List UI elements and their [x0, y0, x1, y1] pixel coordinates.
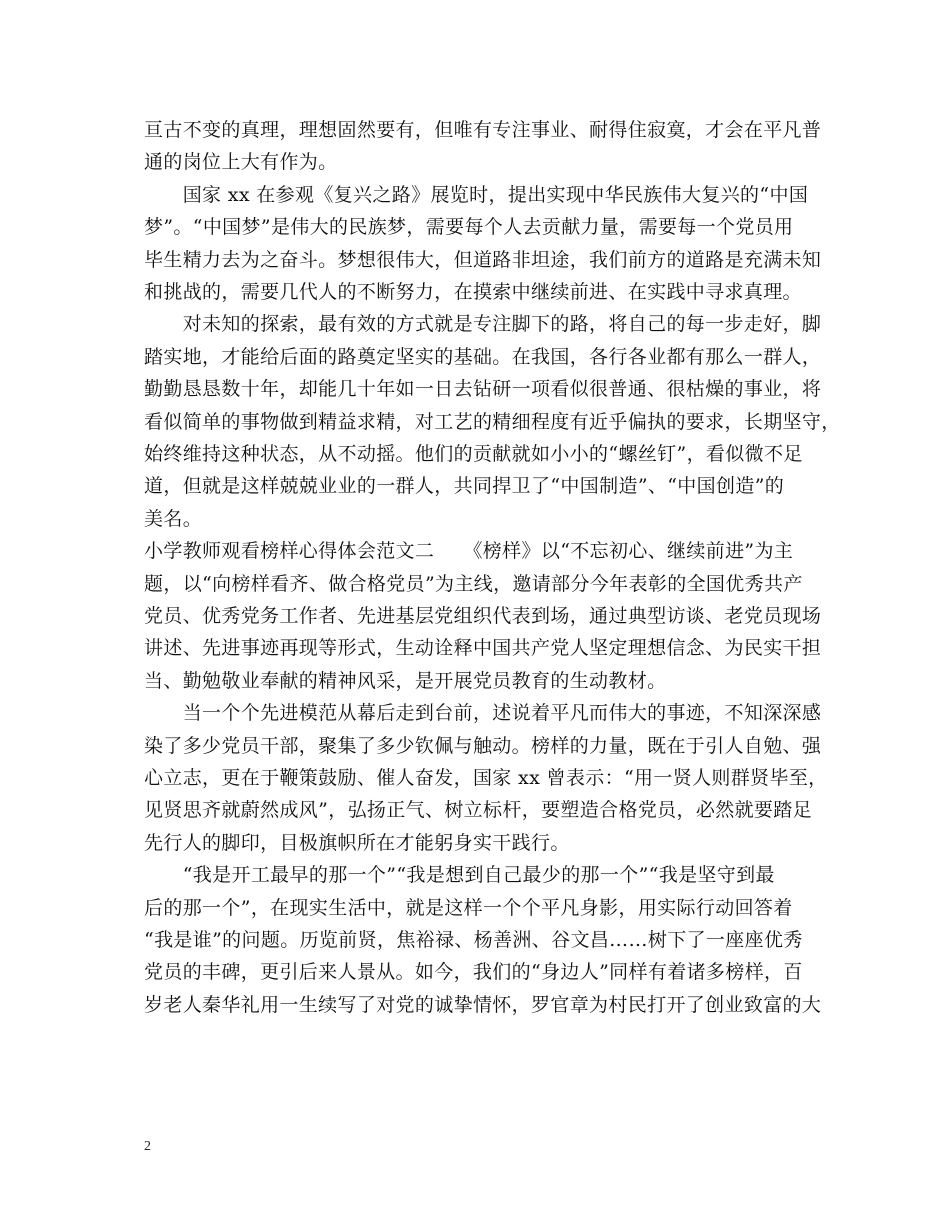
text-line: 国家 xx 在参观《复兴之路》展览时，提出实现中华民族伟大复兴的“中国: [144, 184, 809, 206]
text-line: 当、勤勉敬业奉献的精神风采，是开展党员教育的生动教材。: [144, 670, 667, 692]
text-line: 勤勤恳恳数十年，却能几十年如一日去钻研一项看似很普通、很枯燥的事业，将: [144, 378, 822, 400]
text-line: 岁老人秦华礼用一生续写了对党的诚挚情怀，罗官章为村民打开了创业致富的大: [144, 994, 822, 1016]
text-line: 染了多少党员干部，聚集了多少钦佩与触动。榜样的力量，既在于引人自勉、强: [144, 735, 822, 757]
text-line: 踏实地，才能给后面的路奠定坚实的基础。在我国，各行各业都有那么一群人，: [144, 346, 822, 368]
text-line: 见贤思齐就蔚然成风”，弘扬正气、树立标杆，要塑造合格党员，必然就要踏足: [144, 799, 812, 821]
text-line: 梦”。“中国梦”是伟大的民族梦，需要每个人去贡献力量，需要每一个党员用: [144, 216, 794, 238]
text-line: 小学教师观看榜样心得体会范文二 《榜样》以“不忘初心、继续前进”为主: [144, 540, 794, 562]
text-line: 党员、优秀党务工作者、先进基层党组织代表到场，通过典型访谈、老党员现场: [144, 605, 822, 627]
page-number: 2: [144, 1139, 151, 1154]
text-line: 先行人的脚印，目极旗帜所在才能躬身实干践行。: [144, 832, 570, 854]
text-line: 党员的丰碑，更引后来人景从。如今，我们的“身边人”同样有着诸多榜样，百: [144, 961, 803, 983]
text-line: 题，以“向榜样看齐、做合格党员”为主线，邀请部分今年表彰的全国优秀共产: [144, 573, 803, 595]
text-line: 当一个个先进模范从幕后走到台前，述说着平凡而伟大的事迹，不知深深感: [144, 702, 822, 724]
text-line: 亘古不变的真理，理想固然要有，但唯有专注事业、耐得住寂寞，才会在平凡普: [144, 119, 822, 141]
text-line: 心立志，更在于鞭策鼓励、催人奋发，国家 xx 曾表示：“用一贤人则群贤毕至，: [144, 767, 828, 789]
text-line: 讲述、先进事迹再现等形式，生动诠释中国共产党人坚定理想信念、为民实干担: [144, 637, 822, 659]
text-line: 和挑战的，需要几代人的不断努力，在摸索中继续前进、在实践中寻求真理。: [144, 281, 802, 303]
text-line: 道，但就是这样兢兢业业的一群人，共同捍卫了“中国制造”、“中国创造”的: [144, 475, 785, 497]
text-line: 后的那一个”，在现实生活中，就是这样一个个平凡身影，用实际行动回答着: [144, 897, 793, 919]
text-line: “我是开工最早的那一个”“我是想到自己最少的那一个”“我是坚守到最: [144, 864, 775, 886]
text-line: 始终维持这种状态，从不动摇。他们的贡献就如小小的“螺丝钉”，看似微不足: [144, 443, 803, 465]
text-line: 美名。: [144, 508, 203, 530]
text-line: 看似简单的事物做到精益求精，对工艺的精细程度有近乎偏执的要求，长期坚守，: [144, 411, 841, 433]
text-line: “我是谁”的问题。历览前贤，焦裕禄、杨善洲、谷文昌……树下了一座座优秀: [144, 929, 803, 951]
text-line: 对未知的探索，最有效的方式就是专注脚下的路，将自己的每一步走好，脚: [144, 313, 822, 335]
text-line: 通的岗位上大有作为。: [144, 151, 338, 173]
text-line: 毕生精力去为之奋斗。梦想很伟大，但道路非坦途，我们前方的道路是充满未知: [144, 249, 822, 271]
